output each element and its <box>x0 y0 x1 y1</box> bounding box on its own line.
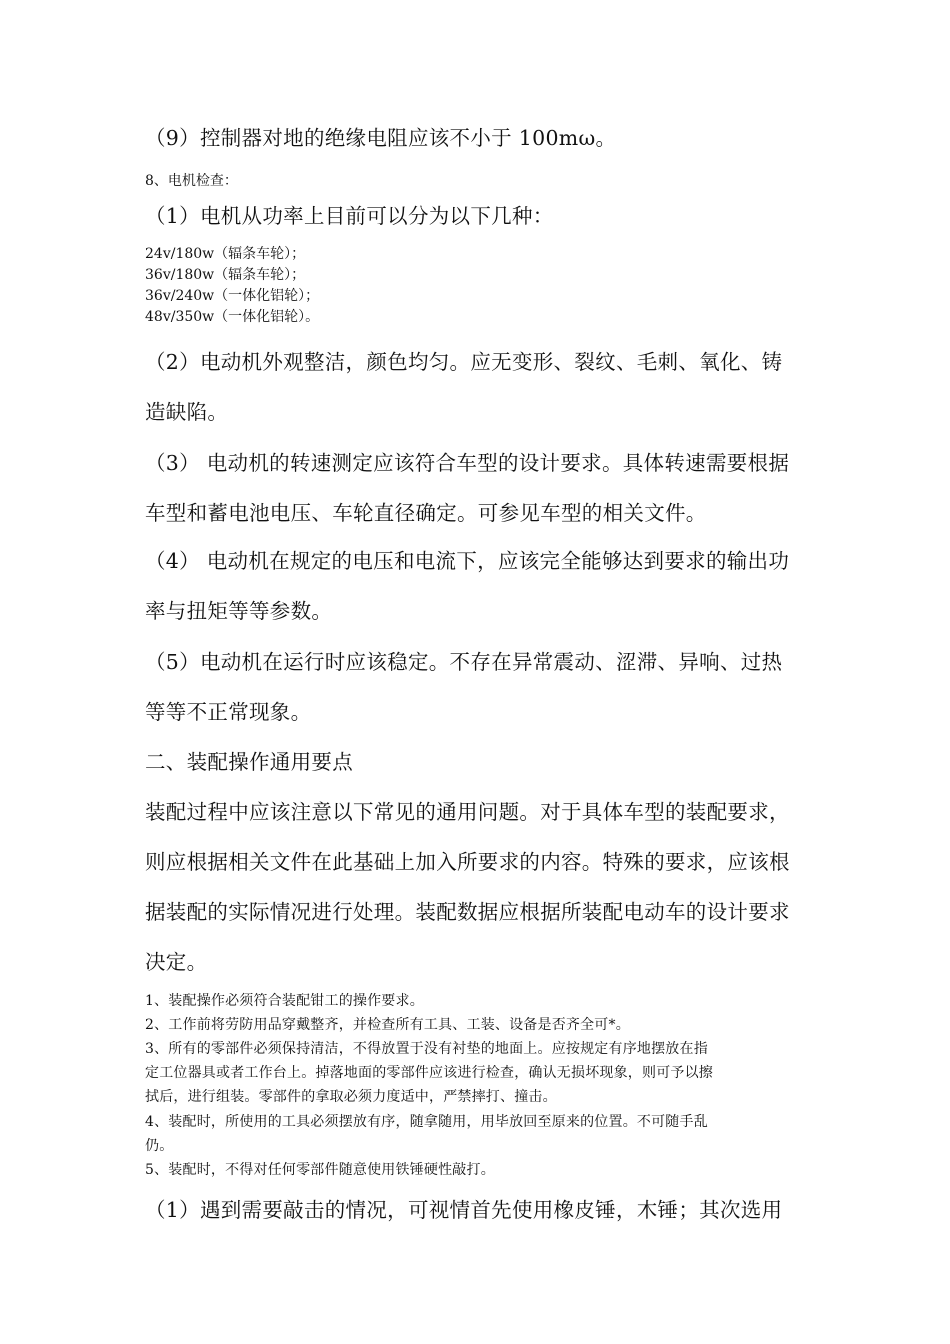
list-item-continuation: 定工位器具或者工作台上。掉落地面的零部件应该进行检查，确认无损坏现象，则可予以擦 <box>145 1065 713 1081</box>
list-item-continuation: 仍。 <box>145 1138 174 1154</box>
paragraph-line: 则应根据相关文件在此基础上加入所要求的内容。特殊的要求，应该根 <box>145 850 790 874</box>
list-item-motor-type: 36v/180w（辐条车轮）； <box>145 267 306 283</box>
paragraph-line: 车型和蓄电池电压、车轮直径确定。可参见车型的相关文件。 <box>145 501 707 525</box>
list-item: 1、装配操作必须符合装配钳工的操作要求。 <box>145 993 424 1009</box>
text-line-motor-power-types: （1）电机从功率上目前可以分为以下几种： <box>145 204 554 228</box>
list-item: 3、所有的零部件必须保持清洁，不得放置于没有衬垫的地面上。应按规定有序地摆放在指 <box>145 1041 708 1057</box>
paragraph-line: 造缺陷。 <box>145 400 229 424</box>
text-line-controller-insulation: （9）控制器对地的绝缘电阻应该不小于 100mω。 <box>145 126 617 150</box>
list-item: 5、装配时，不得对任何零部件随意使用铁锤硬性敲打。 <box>145 1162 495 1178</box>
paragraph-line: （2）电动机外观整洁，颜色均匀。应无变形、裂纹、毛刺、氧化、铸 <box>145 350 783 374</box>
paragraph-line: （4） 电动机在规定的电压和电流下，应该完全能够达到要求的输出功 <box>145 549 790 573</box>
paragraph-line: （5）电动机在运行时应该稳定。不存在异常震动、涩滞、异响、过热 <box>145 650 783 674</box>
paragraph-line: （1）遇到需要敲击的情况，可视情首先使用橡皮锤，木锤；其次选用 <box>145 1198 783 1222</box>
list-item: 2、工作前将劳防用品穿戴整齐，并检查所有工具、工装、设备是否齐全可*。 <box>145 1017 630 1033</box>
list-item-continuation: 拭后，进行组装。零部件的拿取必须力度适中，严禁摔打、撞击。 <box>145 1089 557 1105</box>
list-item-motor-type: 24v/180w（辐条车轮）； <box>145 246 306 262</box>
list-item-motor-type: 48v/350w（一体化铝轮）。 <box>145 309 320 325</box>
heading-motor-inspection: 8、电机检查： <box>145 173 238 189</box>
list-item-motor-type: 36v/240w（一体化铝轮）； <box>145 288 320 304</box>
section-heading: 二、装配操作通用要点 <box>145 750 353 774</box>
paragraph-line: 等等不正常现象。 <box>145 700 312 724</box>
paragraph-line: 据装配的实际情况进行处理。装配数据应根据所装配电动车的设计要求 <box>145 900 790 924</box>
paragraph-line: （3） 电动机的转速测定应该符合车型的设计要求。具体转速需要根据 <box>145 451 790 475</box>
list-item: 4、装配时，所使用的工具必须摆放有序，随拿随用，用毕放回至原来的位置。不可随手乱 <box>145 1114 708 1130</box>
paragraph-line: 率与扭矩等等参数。 <box>145 599 333 623</box>
paragraph-line: 装配过程中应该注意以下常见的通用问题。对于具体车型的装配要求， <box>145 800 790 824</box>
paragraph-line: 决定。 <box>145 950 208 974</box>
